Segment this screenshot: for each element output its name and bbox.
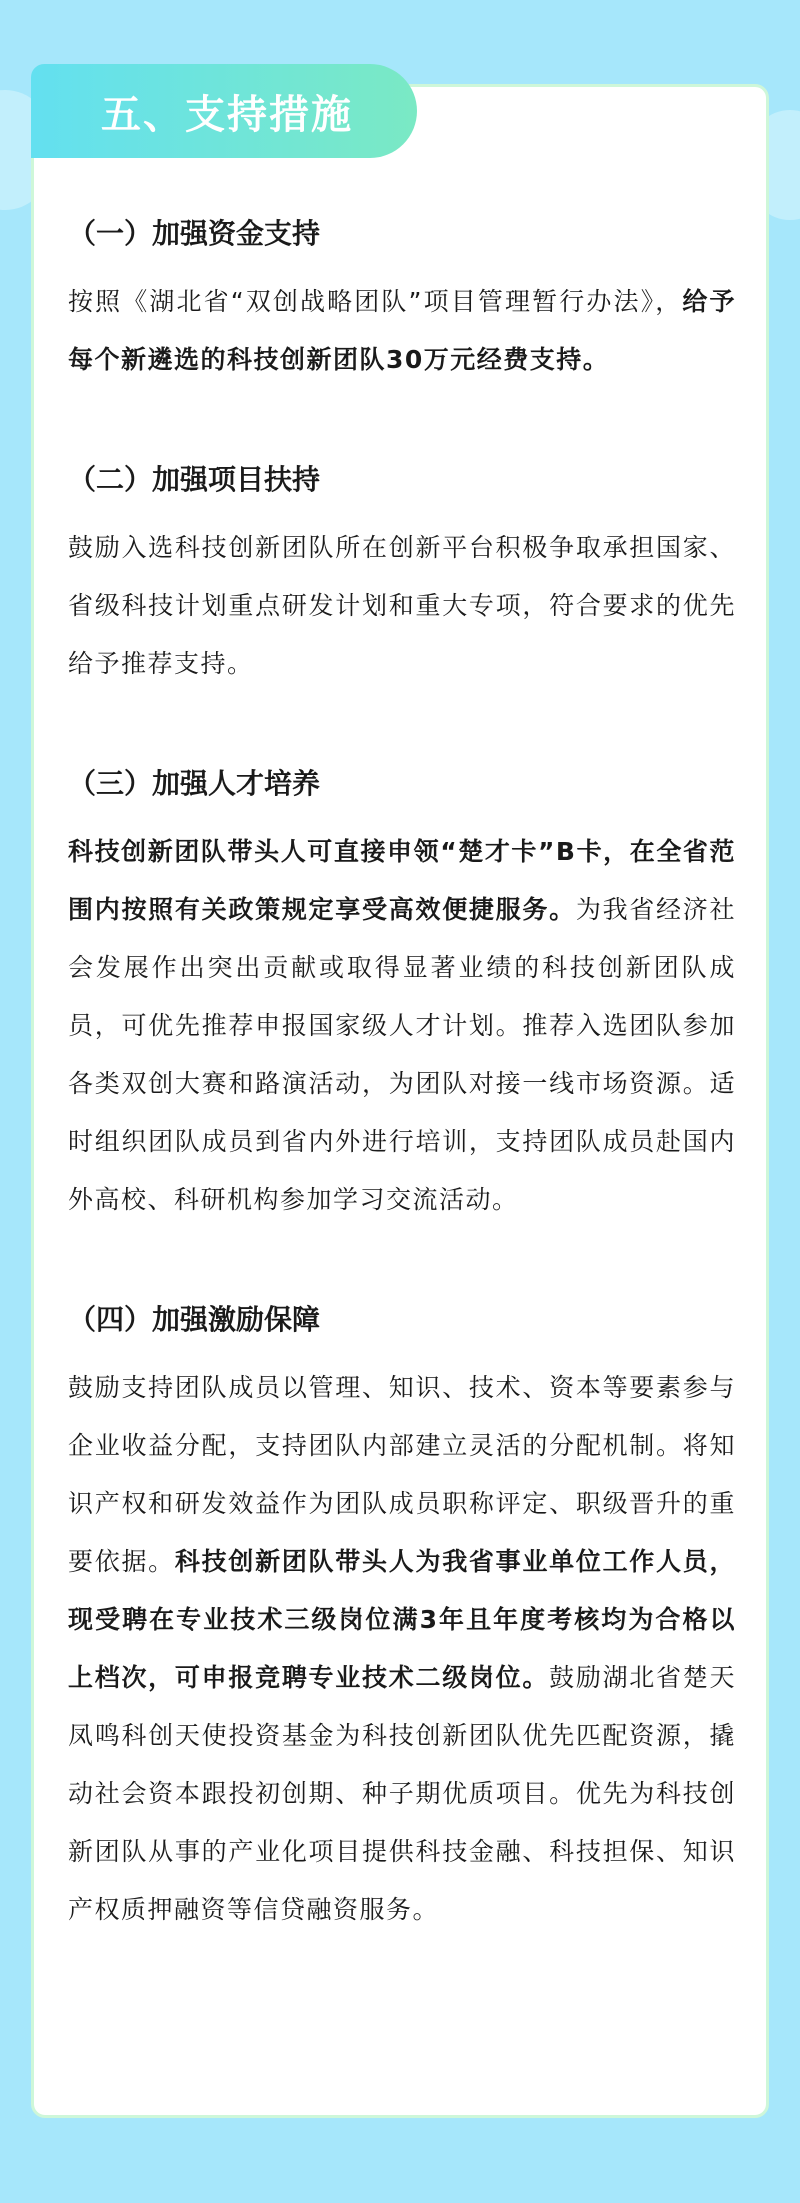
section-paragraph: 鼓励入选科技创新团队所在创新平台积极争取承担国家、省级科技计划重点研发计划和重大专项，符合要求的优先给予推荐支持。 [68, 533, 736, 678]
page-title: 五、支持措施 [101, 91, 353, 138]
section-talent [68, 755, 736, 1229]
section-heading: （三）加强人才培养 [68, 767, 321, 800]
title-banner [31, 64, 417, 158]
section-paragraph: 按照《湖北省“双创战略团队”项目管理暂行办法》，给予每个新遴选的科技创新团队30万元经费支持。 [68, 287, 736, 374]
section-heading: （一）加强资金支持 [68, 217, 321, 250]
section-heading: （四）加强激励保障 [68, 1303, 321, 1336]
content-body [68, 205, 736, 1939]
section-projects [68, 451, 736, 693]
section-funding [68, 205, 736, 389]
section-paragraph: 鼓励支持团队成员以管理、知识、技术、资本等要素参与企业收益分配，支持团队内部建立灵活的分配机制。将知识产权和研发效益作为团队成员职称评定、职级晋升的重要依据。科技创新团队带头人为我省事业单位工作人员，现受聘在专业技术三级岗位满3年且年度考核均为合格以上档次，可申报竞聘专业技术二级岗位。鼓励湖北省楚天凤鸣科创天使投资基金为科技创新团队优先匹配资源，撬动社会资本跟投初创期、种子期优质项目。优先为科技创新团队从事的产业化项目提供科技金融、科技担保、知识产权质押融资等信贷融资服务。 [68, 1373, 736, 1924]
section-incentives [68, 1291, 736, 1939]
section-heading: （二）加强项目扶持 [68, 463, 321, 496]
section-paragraph: 科技创新团队带头人可直接申领“楚才卡”B卡，在全省范围内按照有关政策规定享受高效便捷服务。为我省经济社会发展作出突出贡献或取得显著业绩的科技创新团队成员，可优先推荐申报国家级人才计划。推荐入选团队参加各类双创大赛和路演活动，为团队对接一线市场资源。适时组织团队成员到省内外进行培训，支持团队成员赴国内外高校、科研机构参加学习交流活动。 [68, 837, 736, 1214]
